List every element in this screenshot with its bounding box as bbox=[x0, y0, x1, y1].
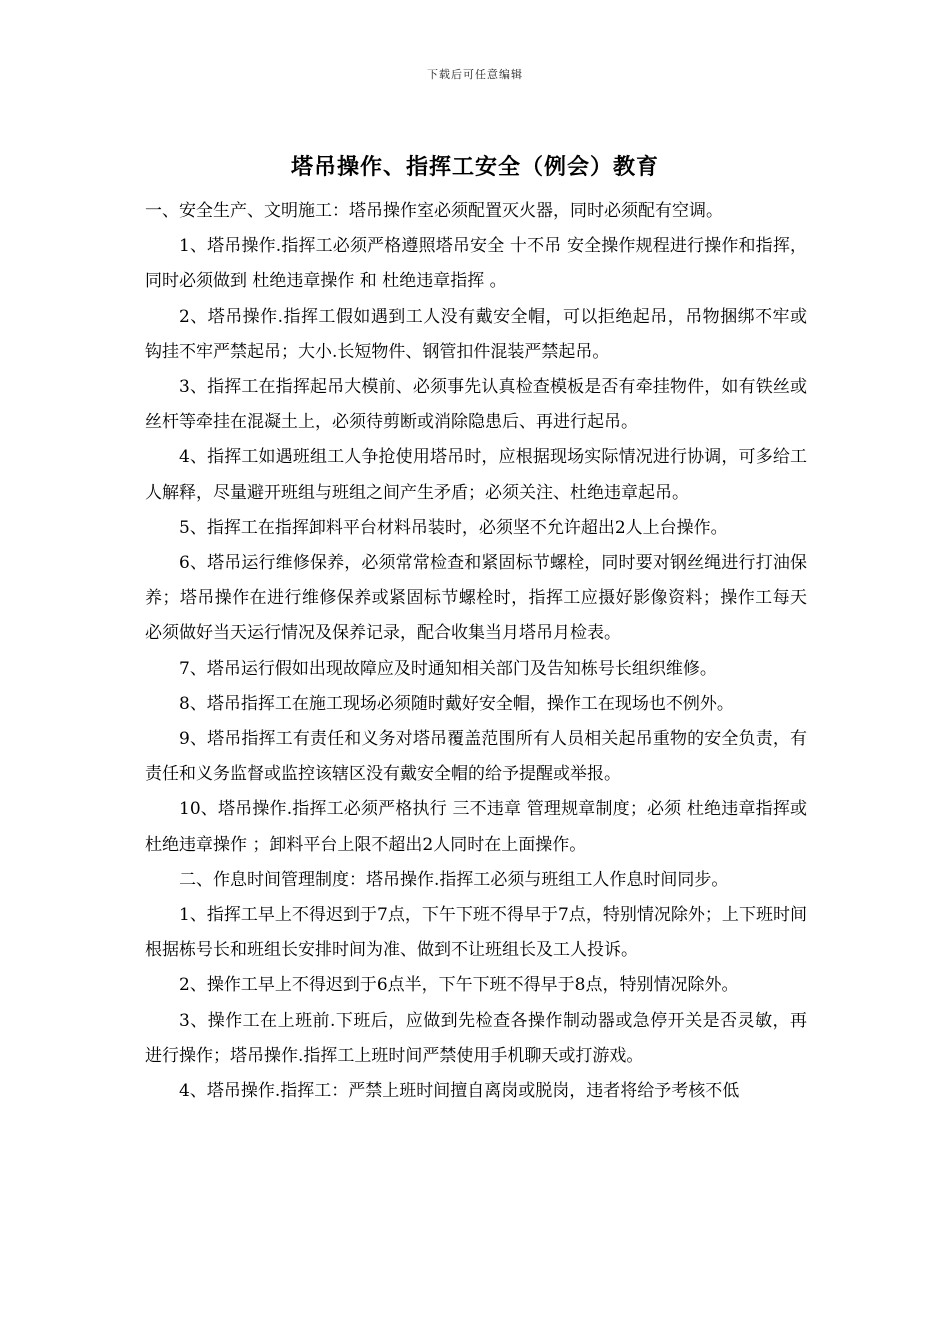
paragraph-item: 6、塔吊运行维修保养，必须常常检查和紧固标节螺栓，同时要对钢丝绳进行打油保养；塔吊操作在进行维修保养或紧固标节螺栓时，指挥工应摄好影像资料；操作工每天必须做好当天运行情况及保养记录，配合收集当月塔吊月检表。 bbox=[145, 553, 807, 644]
paragraph-item: 3、指挥工在指挥起吊大模前、必须事先认真检查模板是否有牵挂物件，如有铁丝或丝杆等牵挂在混凝土上，必须待剪断或消除隐患后、再进行起吊。 bbox=[145, 377, 807, 433]
paragraph-item: 2、操作工早上不得迟到于6点半，下午下班不得早于8点，特别情况除外。 bbox=[179, 975, 739, 996]
paragraph-item: 10、塔吊操作.指挥工必须严格执行 三不违章 管理规章制度；必须 杜绝违章指挥或杜绝违章操作 ；卸料平台上限不超出2人同时在上面操作。 bbox=[145, 799, 807, 855]
paragraph-item: 4、塔吊操作.指挥工：严禁上班时间擅自离岗或脱岗，违者将给予考核不低 bbox=[179, 1081, 740, 1102]
section-heading-safety: 一、安全生产、文明施工：塔吊操作室必须配置灭火器，同时必须配有空调。 bbox=[145, 201, 723, 221]
paragraph-item: 1、塔吊操作.指挥工必须严格遵照塔吊安全 十不吊 安全操作规程进行操作和指挥，同时必须做到 杜绝违章操作 和 杜绝违章指挥 。 bbox=[145, 236, 807, 292]
paragraph-item: 8、塔吊指挥工在施工现场必须随时戴好安全帽，操作工在现场也不例外。 bbox=[179, 693, 734, 714]
document-body bbox=[145, 194, 807, 1109]
paragraph-item: 2、塔吊操作.指挥工假如遇到工人没有戴安全帽，可以拒绝起吊，吊物捆绑不牢或钩挂不牢严禁起吊；大小.长短物件、钢管扣件混装严禁起吊。 bbox=[145, 306, 807, 362]
paragraph-item: 4、指挥工如遇班组工人争抢使用塔吊时，应根据现场实际情况进行协调，可多给工人解释，尽量避开班组与班组之间产生矛盾；必须关注、杜绝违章起吊。 bbox=[145, 447, 807, 503]
paragraph-item: 9、塔吊指挥工有责任和义务对塔吊覆盖范围所有人员相关起吊重物的安全负责，有责任和义务监督或监控该辖区没有戴安全帽的给予提醒或举报。 bbox=[145, 729, 807, 785]
section-heading-schedule: 二、作息时间管理制度：塔吊操作.指挥工必须与班组工人作息时间同步。 bbox=[179, 869, 729, 890]
paragraph-item: 1、指挥工早上不得迟到于7点，下午下班不得早于7点，特别情况除外；上下班时间根据栋号长和班组长安排时间为准、做到不让班组长及工人投诉。 bbox=[145, 905, 807, 961]
document-title: 塔吊操作、指挥工安全（例会）教育 bbox=[290, 154, 659, 180]
paragraph-item: 5、指挥工在指挥卸料平台材料吊装时，必须坚不允许超出2人上台操作。 bbox=[179, 517, 728, 538]
paragraph-item: 3、操作工在上班前.下班后，应做到先检查各操作制动器或急停开关是否灵敏，再进行操作；塔吊操作.指挥工上班时间严禁使用手机聊天或打游戏。 bbox=[145, 1010, 807, 1066]
paragraph-item: 7、塔吊运行假如出现故障应及时通知相关部门及告知栋号长组织维修。 bbox=[179, 658, 717, 679]
header-note: 下载后可任意编辑 bbox=[427, 68, 523, 81]
